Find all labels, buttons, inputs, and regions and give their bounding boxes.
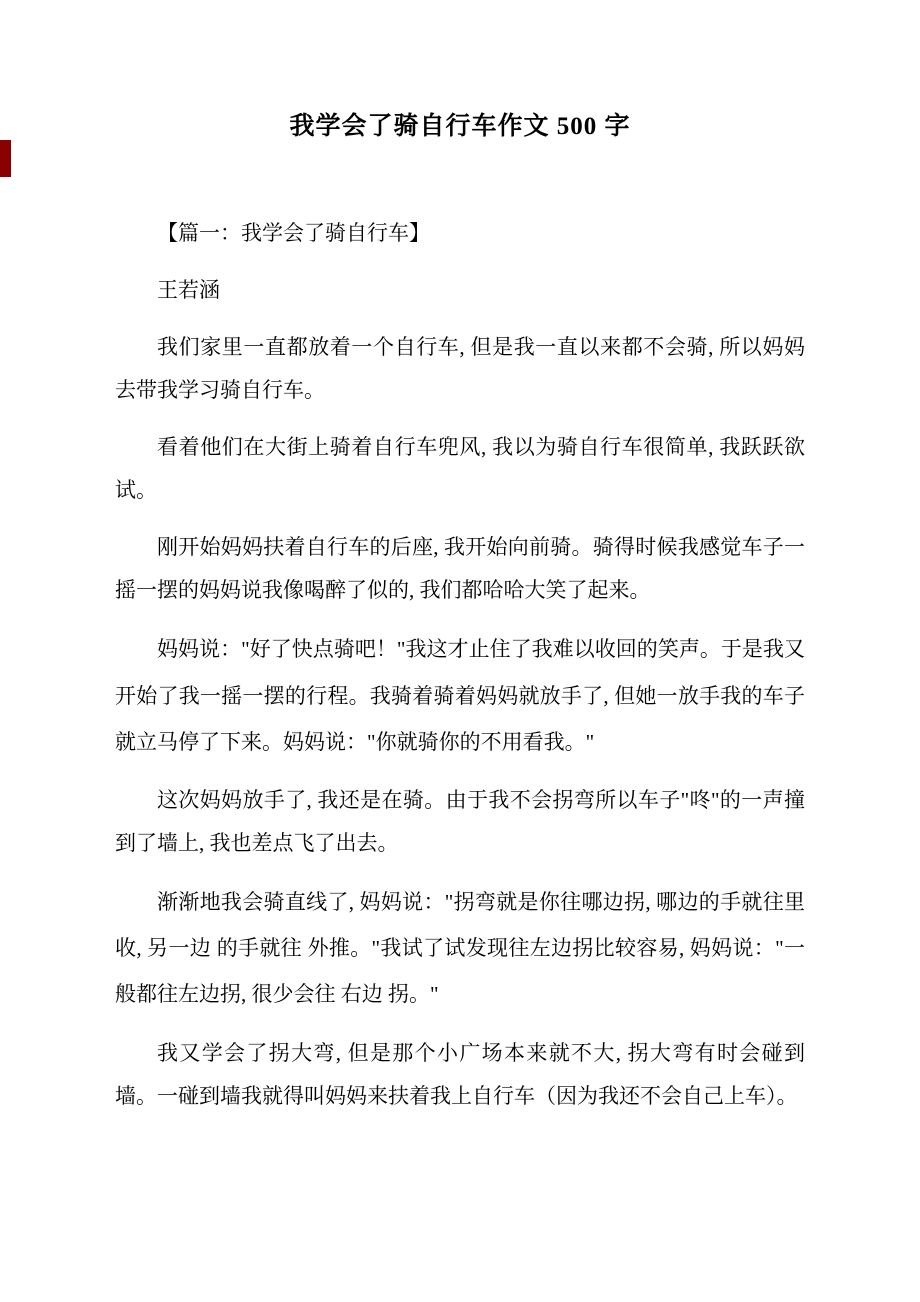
document-title-text: 我学会了骑自行车作文 500 字	[289, 113, 631, 140]
essay-paragraph: 看着他们在大街上骑着自行车兜风, 我以为骑自行车很简单, 我跃跃欲试。	[115, 435, 805, 503]
essay-paragraph: 我们家里一直都放着一个自行车, 但是我一直以来都不会骑, 所以妈妈去带我学习骑自行车。	[115, 335, 805, 403]
author-name: 王若涵	[157, 278, 220, 303]
left-edge-red-mark	[0, 140, 11, 177]
document-title	[115, 106, 805, 142]
essay-paragraph: 我又学会了拐大弯, 但是那个小广场本来就不大, 拐大弯有时会碰到墙。一碰到墙我就得叫妈妈来扶着我上自行车（因为我还不会自己上车）。	[115, 1040, 805, 1108]
essay-paragraph: 妈妈说："好了快点骑吧！"我这才止住了我难以收回的笑声。于是我又开始了我一摇一摆的行程。我骑着骑着妈妈就放手了, 但她一放手我的车子就立马停了下来。妈妈说："你就骑你的不用看我。"	[115, 637, 805, 754]
document-body	[115, 212, 805, 1118]
section-heading: 【篇一：我学会了骑自行车】	[157, 221, 430, 245]
essay-paragraph: 渐渐地我会骑直线了, 妈妈说："拐弯就是你往哪边拐, 哪边的手就往里收, 另一边 的手就往 外推。"我试了试发现往左边拐比较容易, 妈妈说："一般都往左边拐, 很少会往 右边 拐。"	[115, 890, 805, 1007]
essay-paragraph: 这次妈妈放手了, 我还是在骑。由于我不会拐弯所以车子"咚"的一声撞到了墙上, 我也差点飞了出去。	[115, 787, 805, 855]
essay-paragraph: 刚开始妈妈扶着自行车的后座, 我开始向前骑。骑得时候我感觉车子一摇一摆的妈妈说我像喝醉了似的, 我们都哈哈大笑了起来。	[115, 535, 805, 603]
